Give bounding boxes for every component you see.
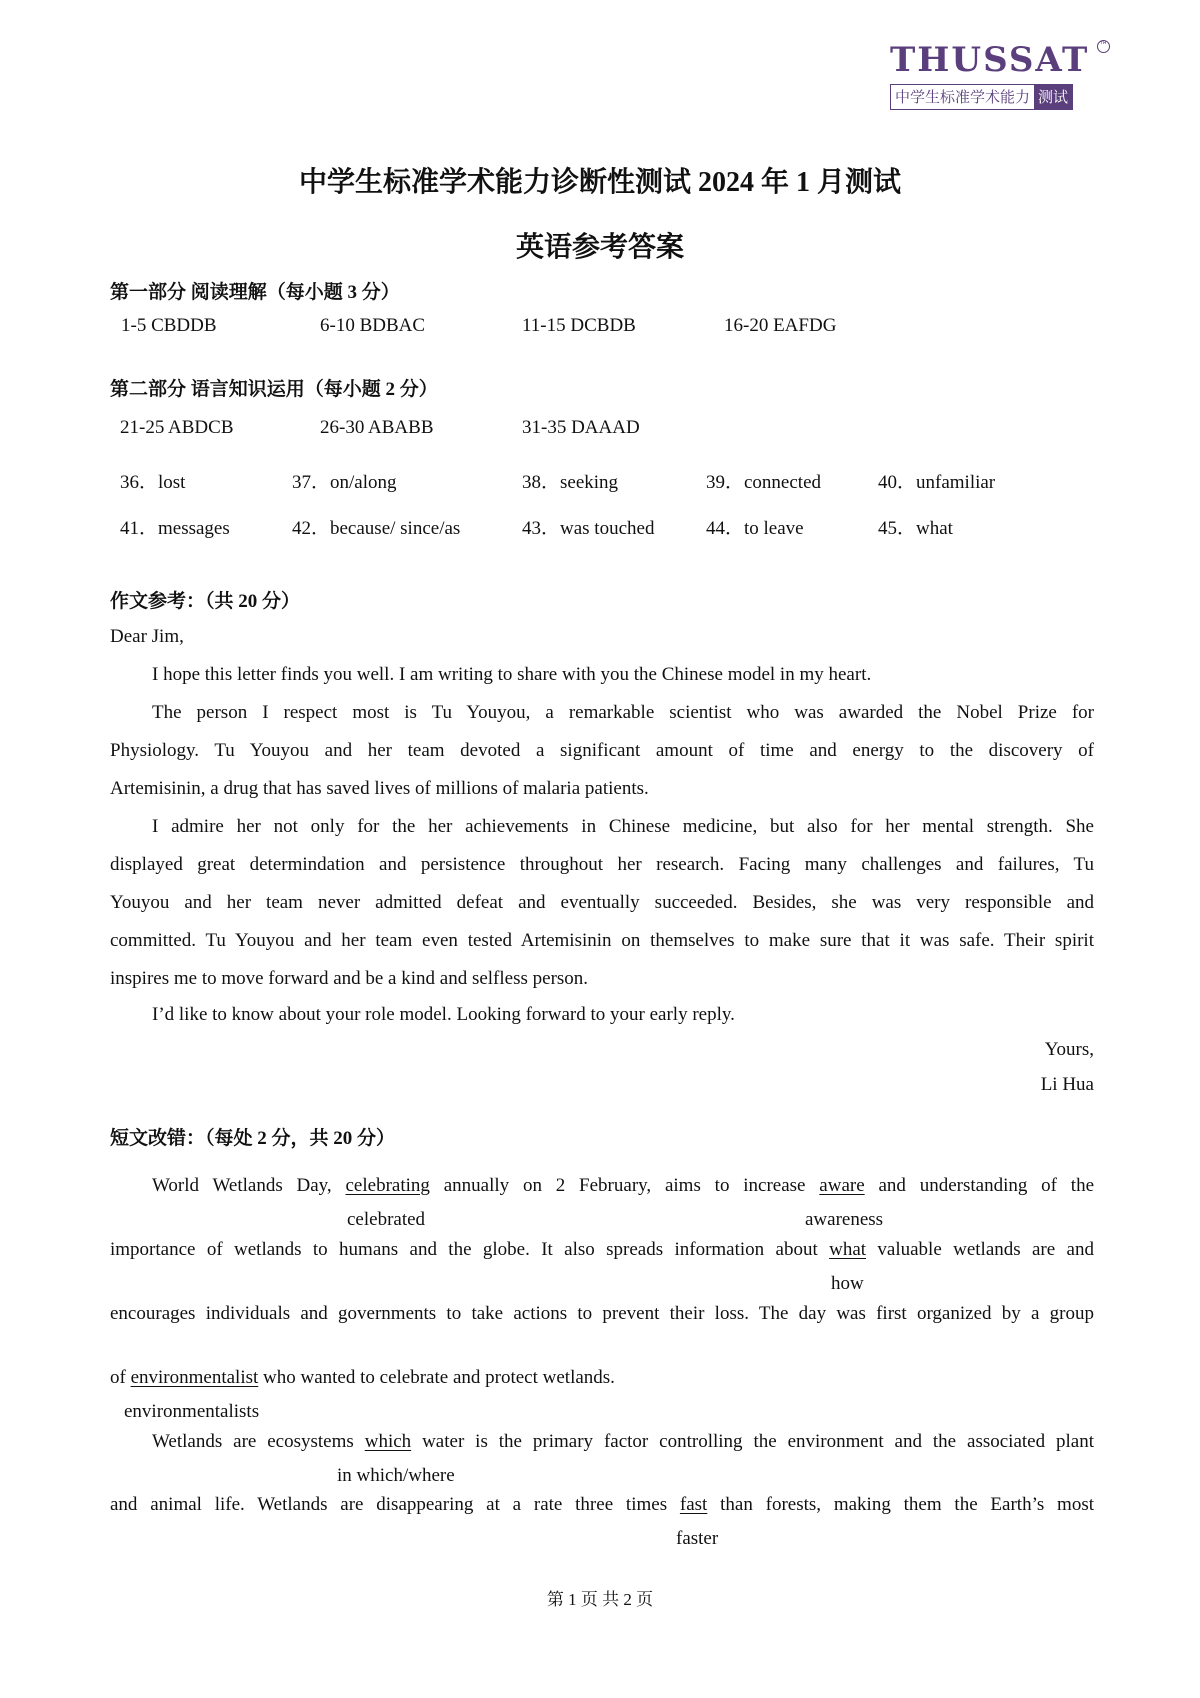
- correction-line: [110, 1494, 1094, 1516]
- correction-word: celebrated: [347, 1209, 426, 1230]
- error-word: celebrating: [345, 1175, 430, 1196]
- essay-paragraph: I’d like to know about your role model. Looking forward to your early reply.: [152, 1004, 735, 1025]
- fill-answer: 42．because/ since/as: [292, 518, 461, 539]
- part1-heading: 第一部分 阅读理解（每小题 3 分）: [110, 282, 400, 303]
- text-segment: annually on 2 February, aims to increase: [443, 1175, 806, 1196]
- correction-word: faster: [676, 1528, 719, 1549]
- correction-word: how: [831, 1273, 864, 1294]
- answer-group: 11-15 DCBDB: [522, 315, 636, 336]
- essay-heading: 作文参考：（共 20 分）: [110, 591, 301, 612]
- logo-tagline-left: 中学生标准学术能力: [895, 88, 1031, 106]
- fill-answer: 39．connected: [706, 472, 822, 493]
- text-segment: World Wetlands Day,: [152, 1175, 332, 1196]
- page-subtitle: 英语参考答案: [515, 232, 684, 263]
- text-segment: Wetlands are ecosystems: [152, 1431, 354, 1452]
- answer-group: 6-10 BDBAC: [320, 315, 426, 336]
- fill-answer: 43．was touched: [522, 518, 655, 539]
- error-word: what: [829, 1239, 867, 1260]
- text-segment: of: [110, 1367, 126, 1388]
- fill-answer: 44．to leave: [706, 518, 804, 539]
- trademark-icon: ™: [1099, 41, 1108, 51]
- fill-answer: 37．on/along: [292, 472, 397, 493]
- essay-line: I admire her not only for the her achievements in Chinese medicine, but also for her mental strength. She: [152, 816, 1094, 837]
- essay-line: Physiology. Tu Youyou and her team devoted a significant amount of time and energy to the discovery of: [110, 740, 1094, 761]
- answer-group: 21-25 ABDCB: [120, 417, 234, 438]
- logo-tagline-right: 测试: [1034, 85, 1072, 109]
- correction-line: [152, 1175, 1094, 1197]
- text-segment: importance of wetlands to humans and the globe. It also spreads information about: [110, 1239, 818, 1260]
- error-word: which: [364, 1431, 412, 1452]
- correction-heading: 短文改错：（每处 2 分，共 20 分）: [110, 1128, 396, 1149]
- essay-closing: Yours,: [1044, 1039, 1094, 1060]
- correction-line: [152, 1431, 1094, 1453]
- correction-line: [110, 1239, 1094, 1261]
- answer-group: 26-30 ABABB: [320, 417, 434, 438]
- text-segment: and animal life. Wetlands are disappearing at a rate three times: [110, 1494, 668, 1515]
- logo-tagline: [890, 84, 1073, 110]
- part2-heading: 第二部分 语言知识运用（每小题 2 分）: [110, 379, 438, 400]
- fill-answer: 40．unfamiliar: [878, 472, 996, 493]
- essay-greeting: Dear Jim,: [110, 626, 184, 647]
- essay-paragraph: I hope this letter finds you well. I am writing to share with you the Chinese model in my heart.: [152, 664, 872, 685]
- correction-line: encourages individuals and governments to take actions to prevent their loss. The day was first organized by a group: [110, 1303, 1094, 1324]
- correction-word: environmentalists: [124, 1401, 260, 1422]
- page-title: 中学生标准学术能力诊断性测试 2024 年 1 月测试: [298, 167, 901, 198]
- text-segment: and understanding of the: [878, 1175, 1095, 1196]
- fill-answer: 36．lost: [120, 472, 186, 493]
- error-word: environmentalist: [130, 1367, 259, 1388]
- error-word: aware: [819, 1175, 865, 1196]
- answer-group: 1-5 CBDDB: [121, 315, 217, 336]
- correction-word: awareness: [805, 1209, 884, 1230]
- fill-answer: 45．what: [878, 518, 953, 539]
- answer-group: 31-35 DAAAD: [522, 417, 640, 438]
- text-segment: who wanted to celebrate and protect wetlands.: [263, 1367, 615, 1388]
- text-segment: valuable wetlands are and: [877, 1239, 1094, 1260]
- essay-line: committed. Tu Youyou and her team even tested Artemisinin on themselves to make sure that it was safe. Their spirit: [110, 930, 1094, 951]
- text-segment: than forests, making them the Earth’s most: [720, 1494, 1094, 1515]
- essay-line: displayed great determindation and persistence throughout her research. Facing many challenges and failures, Tu: [110, 854, 1094, 875]
- correction-word: in which/where: [337, 1465, 455, 1486]
- essay-line: Artemisinin, a drug that has saved lives of millions of malaria patients.: [110, 778, 649, 799]
- essay-line: inspires me to move forward and be a kind and selfless person.: [110, 968, 589, 989]
- thussat-logo: [890, 40, 1108, 112]
- essay-signature: Li Hua: [1040, 1074, 1094, 1095]
- correction-line: [110, 1367, 1094, 1389]
- fill-answer: 38．seeking: [522, 472, 619, 493]
- logo-wordmark: THUSSAT: [890, 40, 1090, 80]
- fill-answer: 41．messages: [120, 518, 230, 539]
- text-segment: water is the primary factor controlling the environment and the associated plant: [422, 1431, 1095, 1452]
- essay-line: The person I respect most is Tu Youyou, a remarkable scientist who was awarded the Nobel Prize for: [152, 702, 1094, 723]
- page-footer: 第 1 页 共 2 页: [546, 1590, 654, 1609]
- error-word: fast: [679, 1494, 708, 1515]
- essay-line: Youyou and her team never admitted defeat and eventually succeeded. Besides, she was very responsible and: [110, 892, 1094, 913]
- answer-group: 16-20 EAFDG: [724, 315, 837, 336]
